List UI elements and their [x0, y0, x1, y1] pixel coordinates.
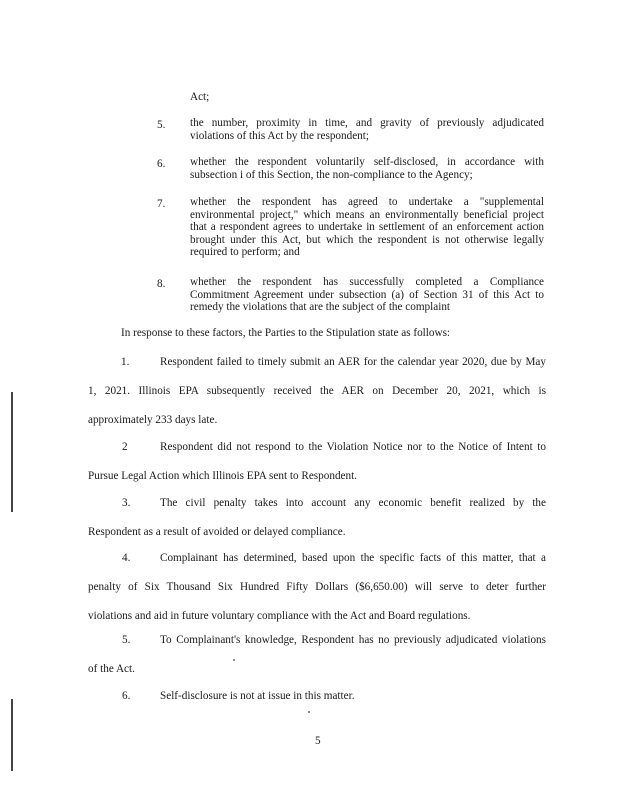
- factor-line: required to perform; and: [190, 246, 300, 258]
- response-line: penalty of Six Thousand Six Hundred Fifty Dollars ($6,650.00) will serve to deter further: [88, 581, 546, 593]
- response-first-line: Self-disclosure is not at issue in this matter.: [160, 690, 355, 702]
- factor-text: [190, 196, 544, 259]
- scan-speck: [233, 659, 235, 661]
- factor-line: violations of this Act by the respondent;: [190, 129, 369, 142]
- response-line: 1, 2021. Illinois EPA subsequently received the AER on December 20, 2021, which is: [88, 385, 546, 397]
- factor-line: whether the respondent has successfully completed a Compliance: [190, 276, 544, 288]
- response-paragraph: [88, 496, 546, 547]
- factor-line: the number, proximity in time, and gravity of previously adjudicated: [190, 117, 544, 129]
- factor-line: subsection i of this Section, the non-compliance to the Agency;: [190, 168, 473, 181]
- factor-text: [190, 117, 544, 142]
- response-first-line: Respondent did not respond to the Violation Notice nor to the Notice of Intent to: [160, 441, 546, 453]
- response-intro: In response to these factors, the Parties to the Stipulation state as follows:: [121, 327, 451, 339]
- factor-number: 5.: [157, 119, 166, 131]
- factor-number: 6.: [157, 158, 166, 170]
- factor-text: [190, 276, 544, 314]
- response-line: approximately 233 days late.: [88, 414, 218, 426]
- factor-text: [190, 156, 544, 181]
- response-line: of the Act.: [88, 663, 135, 675]
- response-first-line: The civil penalty takes into account any economic benefit realized by the: [160, 497, 546, 509]
- page-number: 5: [315, 735, 321, 747]
- factor-line: environmental project," which means an environmentally beneficial project: [190, 208, 544, 221]
- response-number: 2: [122, 441, 128, 453]
- factor-line: brought under this Act, but which the respondent is not otherwise legally: [190, 233, 544, 246]
- scan-margin-mark: [11, 392, 13, 512]
- scan-speck: [308, 711, 310, 713]
- response-line: Pursue Legal Action which Illinois EPA sent to Respondent.: [88, 470, 358, 482]
- factor-line: whether the respondent voluntarily self-disclosed, in accordance with: [190, 156, 544, 168]
- factor-line: Commitment Agreement under subsection (a) of Section 31 of this Act to: [190, 288, 544, 301]
- response-first-line: Complainant has determined, based upon the specific facts of this matter, that a: [160, 552, 546, 564]
- response-first-line: To Complainant's knowledge, Respondent has no previously adjudicated violations: [160, 634, 546, 646]
- response-line: violations and aid in future voluntary compliance with the Act and Board regulations.: [88, 610, 471, 622]
- response-paragraph: [88, 551, 546, 631]
- response-number: 4.: [122, 552, 131, 564]
- scan-margin-mark: [11, 699, 13, 771]
- factor-line: remedy the violations that are the subject of the complaint: [190, 301, 451, 313]
- response-line: Respondent as a result of avoided or delayed compliance.: [88, 526, 346, 538]
- factor-number: 7.: [157, 198, 166, 210]
- factor-line: that a respondent agrees to undertake in settlement of an enforcement action: [190, 221, 544, 233]
- response-number: 1.: [121, 356, 130, 368]
- factor-number: 8.: [157, 278, 166, 290]
- response-paragraph: [88, 440, 546, 491]
- response-number: 6.: [122, 690, 131, 702]
- response-paragraph: [88, 355, 546, 435]
- response-number: 3.: [122, 497, 131, 509]
- response-first-line: Respondent failed to timely submit an AER for the calendar year 2020, due by May: [160, 356, 546, 368]
- factor-line: whether the respondent has agreed to undertake a "supplemental: [190, 196, 544, 208]
- carryover-text: Act;: [190, 91, 210, 103]
- response-paragraph: [88, 633, 546, 684]
- response-number: 5.: [122, 634, 131, 646]
